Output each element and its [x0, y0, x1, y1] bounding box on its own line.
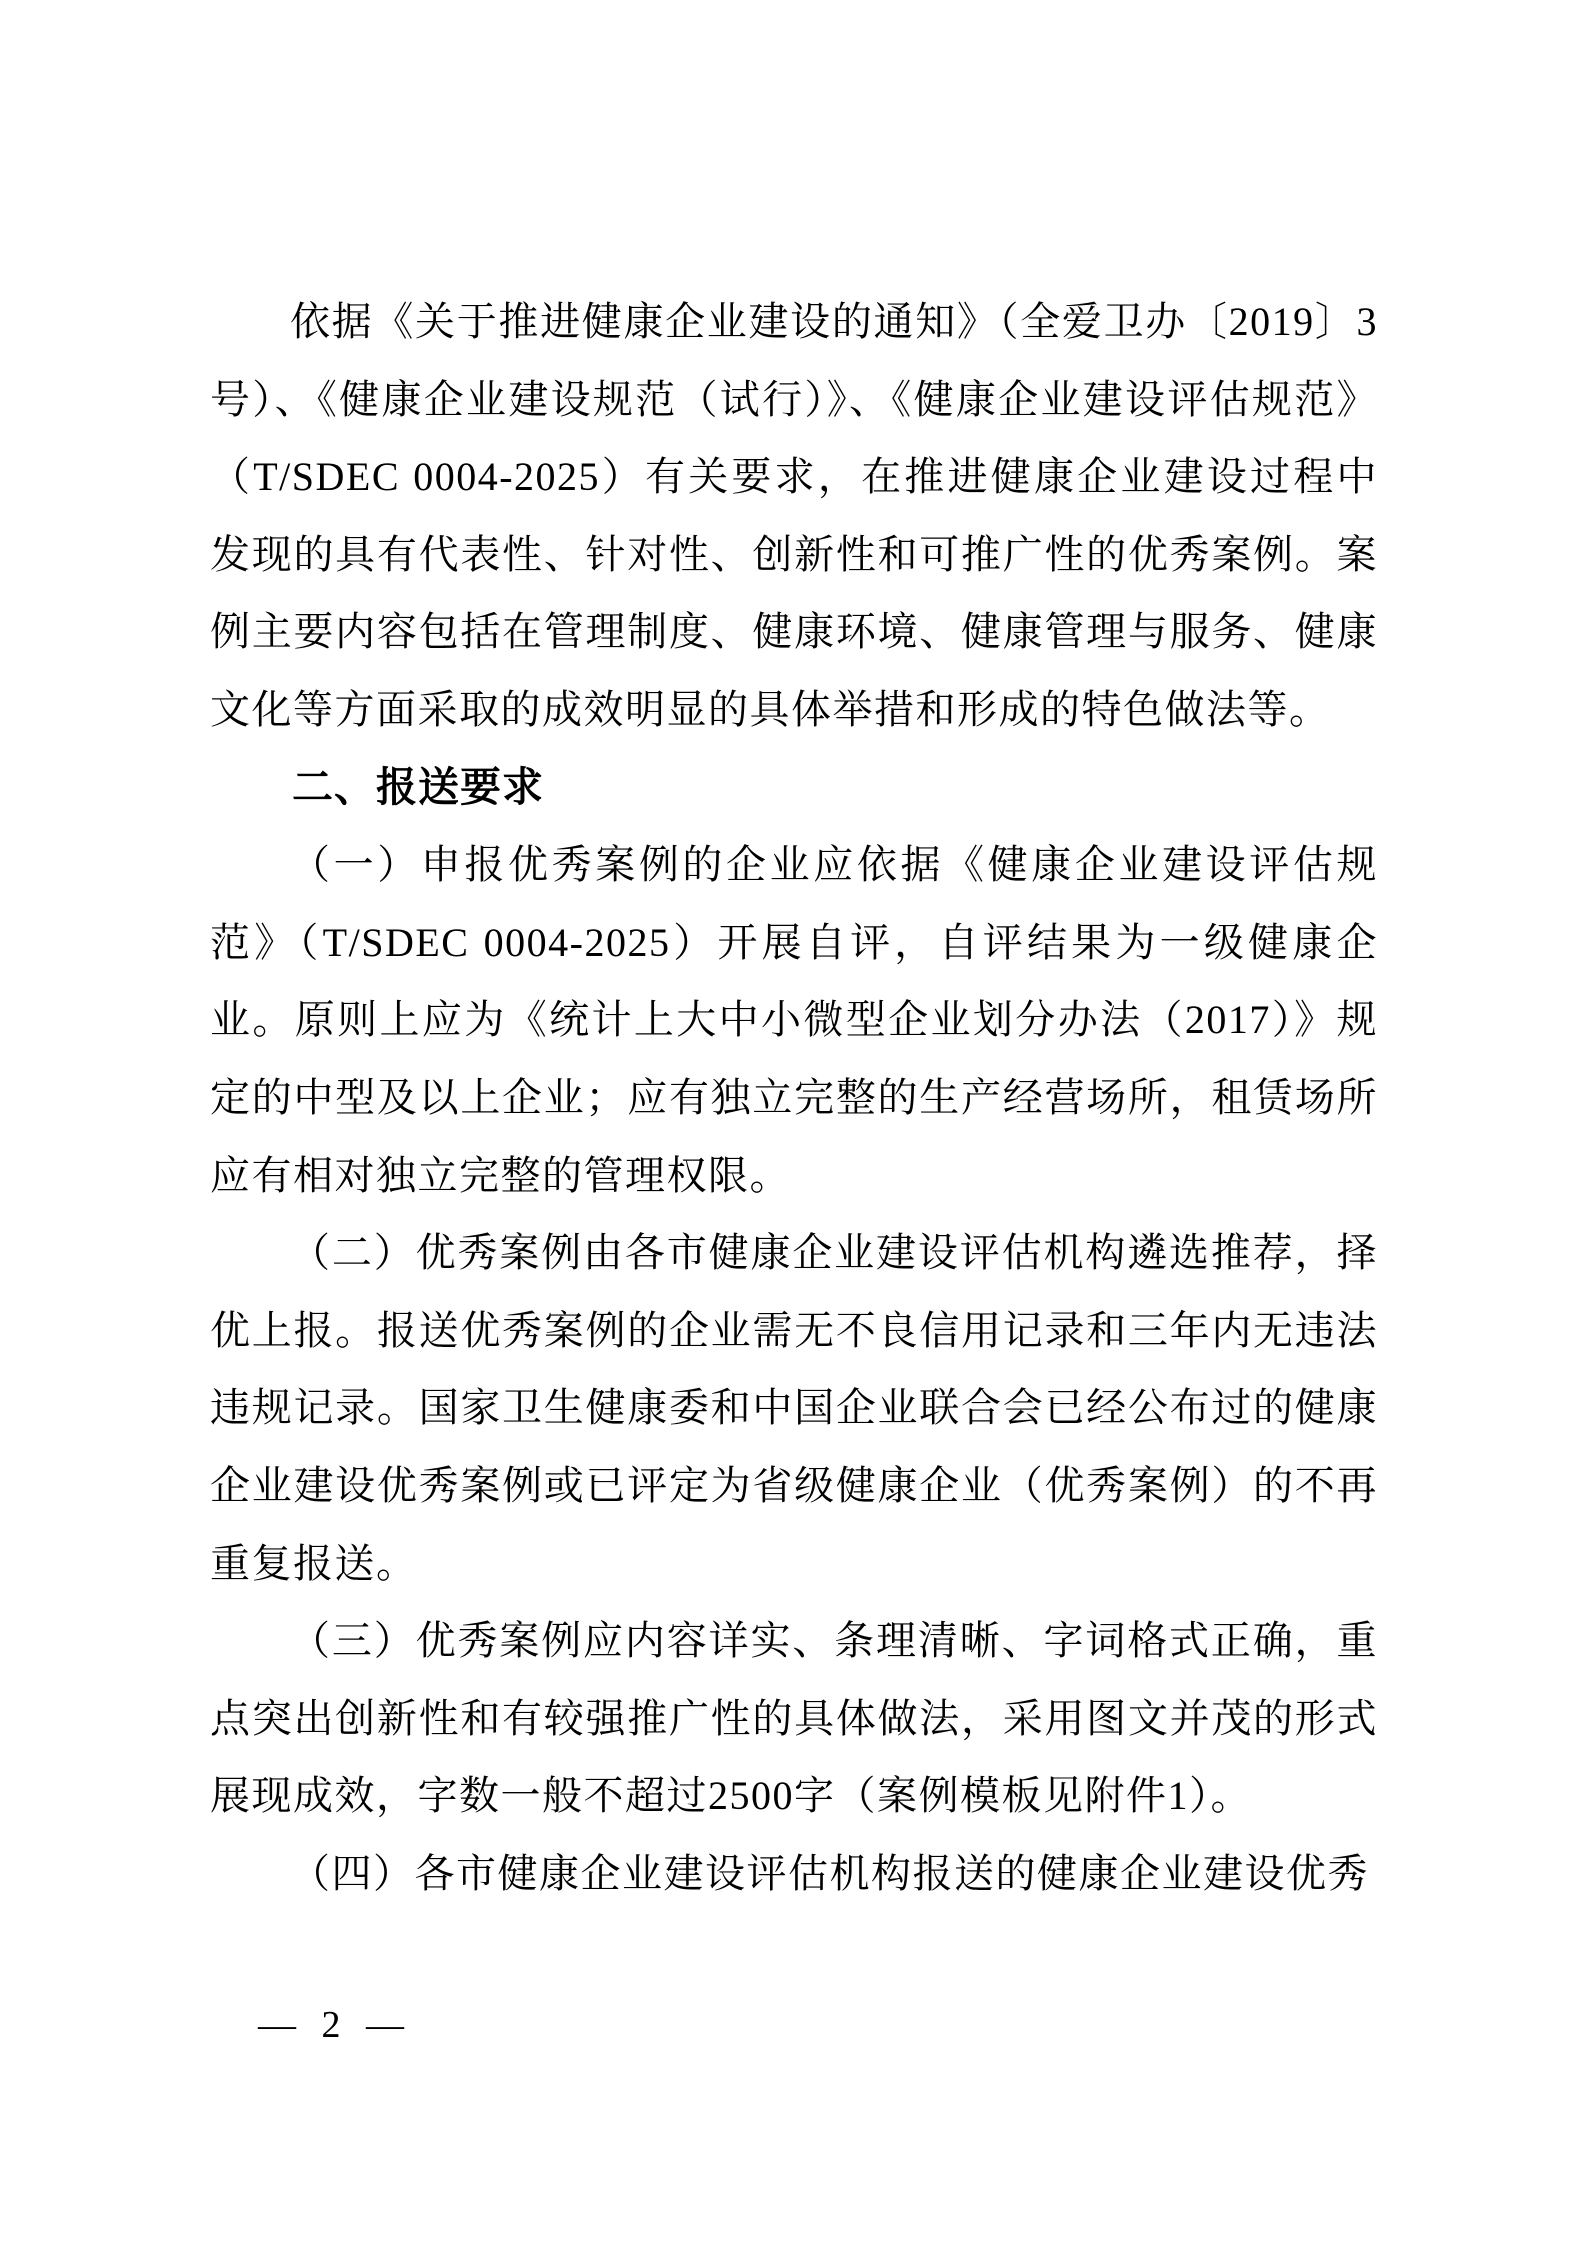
- paragraph-intro: 依据《关于推进健康企业建设的通知》（全爱卫办〔2019〕3号）、《健康企业建设规范（试行）》、《健康企业建设评估规范》（T/SDEC 0004-2025）有关要求，在推进健康企业建设过程中发现的具有代表性、针对性、创新性和可推广性的优秀案例。案例主要内容包括在管理制度、健康环境、健康管理与服务、健康文化等方面采取的成效明显的具体举措和形成的特色做法等。: [210, 299, 1378, 732]
- paragraph-item-3: （三）优秀案例应内容详实、条理清晰、字词格式正确，重点突出创新性和有较强推广性的具体做法，采用图文并茂的形式展现成效，字数一般不超过2500字（案例模板见附件1）。: [210, 1618, 1378, 1819]
- document-body: [210, 283, 1378, 1912]
- page-number: — 2 —: [258, 2004, 412, 2046]
- paragraph-item-4: （四）各市健康企业建设评估机构报送的健康企业建设优秀: [290, 1850, 1369, 1896]
- paragraph-item-2: （二）优秀案例由各市健康企业建设评估机构遴选推荐，择优上报。报送优秀案例的企业需无不良信用记录和三年内无违法违规记录。国家卫生健康委和中国企业联合会已经公布过的健康企业建设优秀案例或已评定为省级健康企业（优秀案例）的不再重复报送。: [210, 1230, 1378, 1586]
- section-heading-submission-requirements: 二、报送要求: [292, 763, 544, 810]
- paragraph-item-1: （一）申报优秀案例的企业应依据《健康企业建设评估规范》（T/SDEC 0004-2025）开展自评，自评结果为一级健康企业。原则上应为《统计上大中小微型企业划分办法（2017）》规定的中型及以上企业；应有独立完整的生产经营场所，租赁场所应有相对独立完整的管理权限。: [210, 842, 1378, 1198]
